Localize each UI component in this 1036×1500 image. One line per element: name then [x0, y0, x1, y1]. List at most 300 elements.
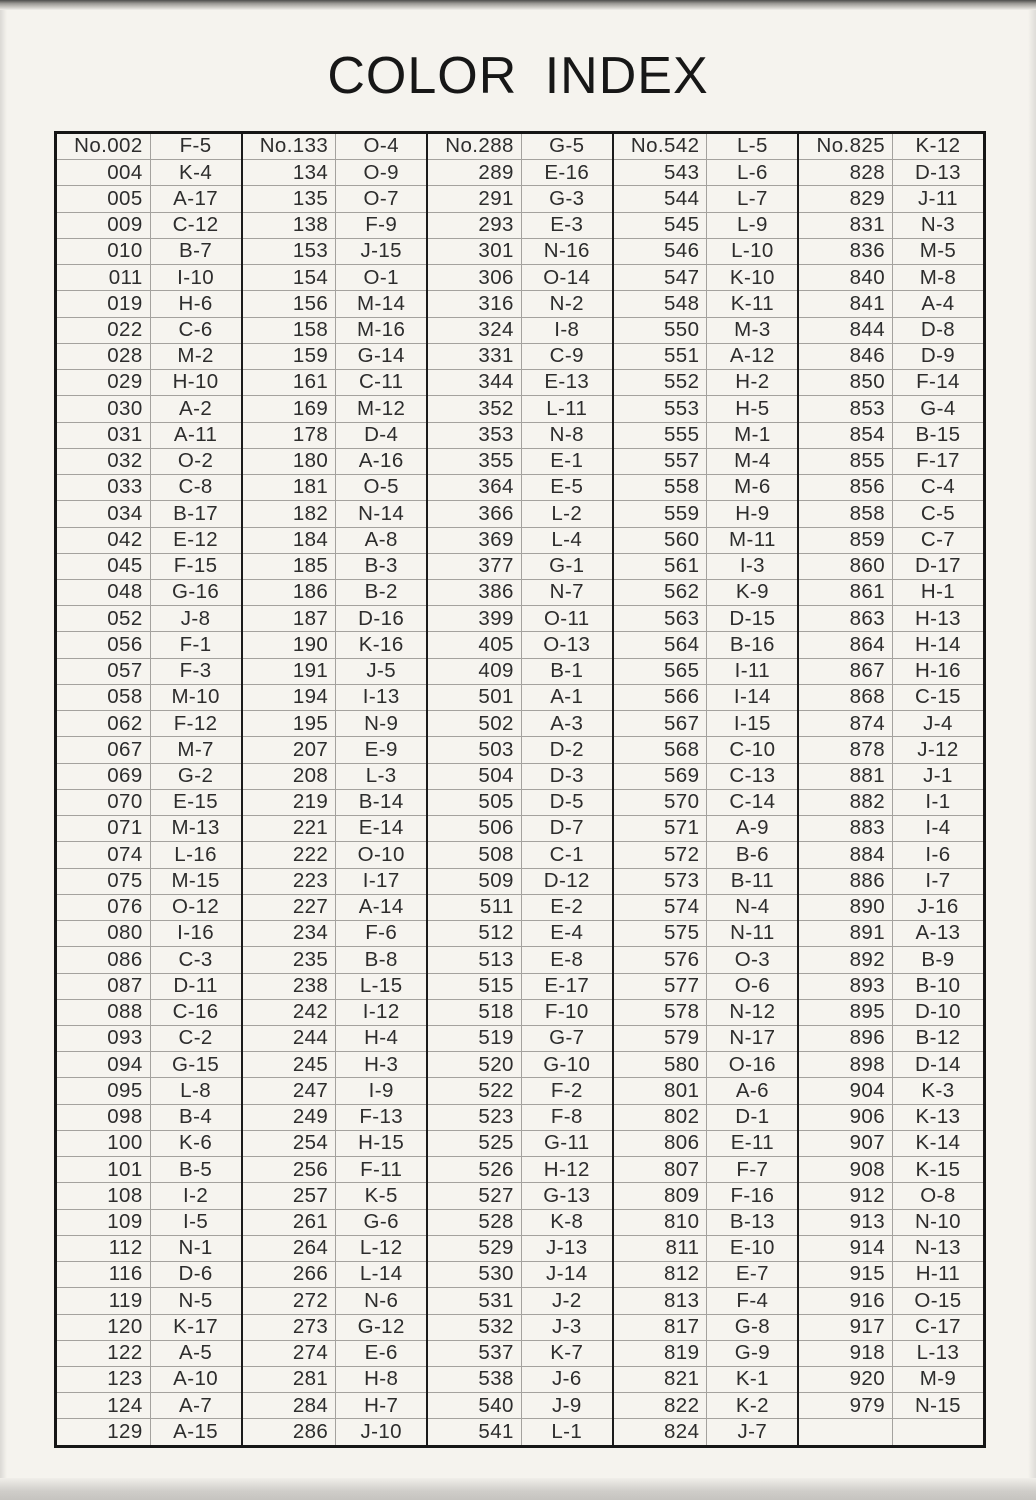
- color-code-cell: J-4: [923, 711, 953, 735]
- color-code-cell: K-10: [729, 265, 775, 289]
- color-code-cell: G-2: [177, 763, 214, 787]
- table-row: [428, 868, 612, 894]
- color-code-cell: N-5: [178, 1288, 213, 1312]
- table-row: [243, 789, 427, 815]
- color-code-cell: J-10: [360, 1419, 402, 1443]
- color-code-cell: K-5: [364, 1183, 398, 1207]
- table-row: [799, 1418, 983, 1444]
- table-row: [243, 1235, 427, 1261]
- color-code-cell: B-14: [358, 790, 404, 814]
- color-number-cell: 194: [243, 685, 337, 710]
- color-code-cell: C-4: [920, 475, 956, 499]
- color-number-cell: 080: [57, 921, 151, 946]
- color-number-cell: 844: [799, 318, 893, 343]
- color-number-cell: 029: [57, 370, 151, 395]
- color-number-cell: 511: [428, 895, 522, 920]
- color-code-cell: I-7: [925, 868, 951, 892]
- table-row: [428, 238, 612, 264]
- color-code-cell: E-8: [550, 947, 584, 971]
- table-row: [614, 579, 798, 605]
- color-number-cell: 234: [243, 921, 337, 946]
- table-row: [243, 920, 427, 946]
- color-number-cell: 286: [243, 1419, 337, 1444]
- color-code-cell: C-6: [178, 318, 213, 341]
- color-code-cell: H-15: [358, 1131, 405, 1155]
- color-code-cell: J-3: [551, 1314, 582, 1338]
- color-number-cell: 898: [799, 1052, 893, 1077]
- color-code-cell: O-10: [357, 842, 405, 866]
- color-code-cell: K-2: [735, 1393, 769, 1417]
- table-row: [428, 343, 612, 369]
- table-row: [243, 841, 427, 867]
- table-row: [428, 631, 612, 657]
- color-code-cell: B-13: [729, 1209, 775, 1233]
- color-number-cell: 185: [243, 554, 337, 579]
- color-code-cell: G-3: [549, 186, 585, 210]
- color-code-cell: J-8: [180, 606, 211, 630]
- color-code-cell: L-11: [546, 396, 588, 420]
- color-number-cell: 293: [428, 213, 522, 238]
- table-row: [243, 1340, 427, 1366]
- color-number-cell: 807: [614, 1157, 708, 1182]
- color-number-cell: 030: [57, 396, 151, 421]
- table-row: [799, 1051, 983, 1077]
- color-number-cell: No.133: [243, 134, 337, 159]
- table-row: [799, 395, 983, 421]
- table-row: [614, 1209, 798, 1235]
- color-code-cell: F-3: [179, 659, 212, 683]
- color-code-cell: L-8: [180, 1078, 212, 1102]
- color-code-cell: F-5: [179, 134, 212, 158]
- color-number-cell: 527: [428, 1183, 522, 1208]
- color-code-cell: I-3: [739, 554, 765, 578]
- color-code-cell: C-2: [178, 1026, 213, 1050]
- color-code-cell: A-4: [921, 291, 955, 315]
- color-number-cell: 405: [428, 632, 522, 657]
- color-number-cell: 530: [428, 1262, 522, 1287]
- table-row: [614, 1392, 798, 1418]
- color-number-cell: 557: [614, 449, 708, 474]
- color-code-cell: L-16: [174, 842, 217, 866]
- color-code-cell: N-15: [914, 1393, 961, 1417]
- color-number-cell: 058: [57, 685, 151, 710]
- color-code-cell: E-6: [364, 1341, 398, 1365]
- color-code-cell: G-11: [543, 1131, 590, 1155]
- color-number-cell: 135: [243, 186, 337, 211]
- color-number-cell: 896: [799, 1026, 893, 1051]
- color-number-cell: 088: [57, 1000, 151, 1025]
- color-number-cell: 508: [428, 842, 522, 867]
- table-row: [428, 579, 612, 605]
- color-code-cell: K-14: [915, 1131, 961, 1155]
- table-row: [799, 1366, 983, 1392]
- color-code-cell: L-1: [551, 1419, 583, 1443]
- table-row: [57, 710, 241, 736]
- color-code-cell: J-15: [360, 239, 402, 263]
- color-code-cell: M-13: [171, 816, 220, 840]
- color-code-cell: F-6: [365, 921, 398, 945]
- color-code-cell: K-13: [915, 1105, 961, 1129]
- table-row: [799, 868, 983, 894]
- color-number-cell: 377: [428, 554, 522, 579]
- table-row: [428, 1209, 612, 1235]
- color-code-cell: C-11: [358, 370, 404, 394]
- color-code-cell: N-17: [729, 1026, 776, 1050]
- table-row: [428, 1051, 612, 1077]
- table-row: [57, 631, 241, 657]
- color-code-cell: B-3: [364, 554, 398, 578]
- table-row: [614, 710, 798, 736]
- table-row: [243, 134, 427, 159]
- table-row: [428, 973, 612, 999]
- color-number-cell: 920: [799, 1367, 893, 1392]
- table-row: [799, 1025, 983, 1051]
- table-row: [57, 1392, 241, 1418]
- color-number-cell: 208: [243, 764, 337, 789]
- table-row: [243, 658, 427, 684]
- table-row: [428, 658, 612, 684]
- color-code-cell: B-2: [364, 580, 398, 604]
- color-code-cell: [893, 1419, 983, 1444]
- table-row: [799, 1209, 983, 1235]
- color-code-cell: O-16: [728, 1052, 776, 1076]
- table-row: [428, 1287, 612, 1313]
- table-row: [243, 1104, 427, 1130]
- color-number-cell: 908: [799, 1157, 893, 1182]
- table-row: [428, 1392, 612, 1418]
- table-row: [799, 763, 983, 789]
- color-code-cell: C-5: [920, 501, 956, 525]
- table-row: [243, 1314, 427, 1340]
- table-row: [614, 264, 798, 290]
- color-code-cell: D-14: [914, 1052, 961, 1076]
- table-row: [428, 212, 612, 238]
- color-number-cell: 352: [428, 396, 522, 421]
- table-row: [243, 1025, 427, 1051]
- color-code-cell: L-15: [359, 973, 403, 997]
- color-code-cell: I-14: [733, 685, 771, 709]
- color-code-cell: G-14: [357, 344, 405, 368]
- table-row: [243, 369, 427, 395]
- color-code-cell: H-14: [914, 632, 961, 656]
- color-code-cell: G-15: [172, 1052, 220, 1076]
- color-number-cell: 513: [428, 947, 522, 972]
- table-row: [614, 1130, 798, 1156]
- table-row: [57, 1156, 241, 1182]
- table-row: [799, 448, 983, 474]
- table-row: [614, 920, 798, 946]
- table-row: [614, 422, 798, 448]
- color-code-cell: F-2: [550, 1078, 583, 1102]
- color-number-cell: 538: [428, 1367, 522, 1392]
- color-number-cell: 812: [614, 1262, 708, 1287]
- color-number-cell: 504: [428, 764, 522, 789]
- color-number-cell: 568: [614, 737, 708, 762]
- color-number-cell: 515: [428, 974, 522, 999]
- color-number-cell: 074: [57, 842, 151, 867]
- color-code-cell: K-1: [735, 1367, 769, 1391]
- color-number-cell: 154: [243, 265, 337, 290]
- table-row: [614, 317, 798, 343]
- color-number-cell: 840: [799, 265, 893, 290]
- color-number-cell: 829: [799, 186, 893, 211]
- color-number-cell: 010: [57, 239, 151, 264]
- color-code-cell: A-16: [358, 449, 404, 473]
- color-number-cell: 355: [428, 449, 522, 474]
- color-code-cell: I-13: [362, 685, 400, 709]
- color-code-cell: E-5: [550, 475, 584, 499]
- color-number-cell: 344: [428, 370, 522, 395]
- color-number-cell: 242: [243, 1000, 337, 1025]
- color-code-cell: H-6: [178, 291, 213, 315]
- color-number-cell: 306: [428, 265, 522, 290]
- color-number-cell: 195: [243, 711, 337, 736]
- table-row: [243, 605, 427, 631]
- color-number-cell: 867: [799, 659, 893, 684]
- table-row: [799, 1287, 983, 1313]
- color-code-cell: N-2: [549, 291, 584, 315]
- table-row: [243, 1261, 427, 1287]
- table-row: [614, 736, 798, 762]
- color-number-cell: 547: [614, 265, 708, 290]
- table-row: [57, 920, 241, 946]
- color-code-cell: B-4: [179, 1105, 213, 1129]
- color-number-cell: 369: [428, 528, 522, 553]
- table-row: [614, 343, 798, 369]
- color-code-cell: O-2: [177, 449, 214, 473]
- table-row: [243, 1156, 427, 1182]
- color-number-cell: 109: [57, 1210, 151, 1235]
- table-row: [243, 631, 427, 657]
- color-number-cell: 884: [799, 842, 893, 867]
- color-number-cell: 811: [614, 1236, 708, 1261]
- color-code-cell: G-16: [172, 580, 220, 604]
- table-row: [614, 500, 798, 526]
- color-number-cell: 101: [57, 1157, 151, 1182]
- color-code-cell: A-9: [735, 816, 769, 840]
- color-number-cell: 576: [614, 947, 708, 972]
- color-code-cell: I-6: [925, 842, 951, 866]
- table-row: [614, 448, 798, 474]
- color-code-cell: A-6: [735, 1078, 769, 1102]
- color-number-cell: 032: [57, 449, 151, 474]
- table-row: [428, 841, 612, 867]
- table-row: [799, 1077, 983, 1103]
- color-number-cell: 850: [799, 370, 893, 395]
- color-code-cell: K-15: [915, 1157, 961, 1181]
- color-number-cell: 509: [428, 869, 522, 894]
- color-code-cell: K-16: [358, 632, 404, 656]
- table-row: [428, 815, 612, 841]
- color-code-cell: J-12: [917, 737, 959, 761]
- page-title: COLOR INDEX: [327, 47, 709, 105]
- color-number-cell: 386: [428, 580, 522, 605]
- color-number-cell: 169: [243, 396, 337, 421]
- color-number-cell: 281: [243, 1367, 337, 1392]
- table-row: [243, 264, 427, 290]
- table-row: [614, 527, 798, 553]
- table-row: [428, 710, 612, 736]
- color-code-cell: O-13: [543, 632, 591, 656]
- table-row: [799, 1130, 983, 1156]
- color-code-cell: D-3: [549, 763, 584, 787]
- color-code-cell: E-10: [729, 1236, 775, 1260]
- table-row: [243, 343, 427, 369]
- color-number-cell: 564: [614, 632, 708, 657]
- color-number-cell: 075: [57, 869, 151, 894]
- color-number-cell: 042: [57, 528, 151, 553]
- table-row: [57, 658, 241, 684]
- color-code-cell: O-5: [363, 475, 399, 499]
- table-row: [428, 1366, 612, 1392]
- color-number-cell: 855: [799, 449, 893, 474]
- color-code-cell: N-9: [364, 711, 399, 735]
- color-number-cell: 573: [614, 869, 708, 894]
- color-number-cell: 222: [243, 842, 337, 867]
- color-number-cell: 093: [57, 1026, 151, 1051]
- color-code-cell: B-6: [735, 842, 769, 866]
- table-row: [243, 159, 427, 185]
- table-row: [57, 999, 241, 1025]
- color-code-cell: I-9: [368, 1078, 394, 1102]
- color-number-cell: 540: [428, 1393, 522, 1418]
- color-code-cell: F-1: [179, 632, 212, 656]
- table-row: [428, 1156, 612, 1182]
- table-row: [243, 1182, 427, 1208]
- color-number-cell: 048: [57, 580, 151, 605]
- table-row: [614, 684, 798, 710]
- table-row: [243, 1209, 427, 1235]
- color-code-cell: G-1: [549, 554, 585, 578]
- color-code-cell: A-3: [550, 711, 584, 735]
- table-row: [428, 1104, 612, 1130]
- table-row: [614, 395, 798, 421]
- color-code-cell: G-13: [543, 1183, 591, 1207]
- table-row: [614, 134, 798, 159]
- table-row: [799, 973, 983, 999]
- table-row: [799, 134, 983, 159]
- color-number-cell: 567: [614, 711, 708, 736]
- color-code-cell: F-12: [173, 711, 218, 735]
- color-number-cell: 551: [614, 344, 708, 369]
- color-number-cell: 854: [799, 423, 893, 448]
- color-number-cell: 190: [243, 632, 337, 657]
- table-row: [799, 658, 983, 684]
- color-number-cell: 291: [428, 186, 522, 211]
- color-code-cell: E-12: [173, 527, 219, 551]
- table-row: [57, 1366, 241, 1392]
- color-code-cell: H-11: [915, 1262, 961, 1286]
- color-number-cell: 528: [428, 1210, 522, 1235]
- color-code-cell: L-4: [551, 527, 583, 551]
- table-row: [614, 1287, 798, 1313]
- table-row: [799, 579, 983, 605]
- table-row: [57, 159, 241, 185]
- color-number-cell: 159: [243, 344, 337, 369]
- table-row: [57, 474, 241, 500]
- color-number-cell: 045: [57, 554, 151, 579]
- color-code-cell: F-17: [916, 449, 960, 473]
- color-code-cell: M-8: [919, 265, 957, 289]
- table-row: [799, 815, 983, 841]
- table-row: [428, 422, 612, 448]
- color-code-cell: E-1: [550, 449, 584, 473]
- color-code-cell: B-15: [915, 422, 961, 446]
- color-code-cell: M-11: [728, 527, 776, 551]
- color-number-cell: 912: [799, 1183, 893, 1208]
- color-number-cell: 523: [428, 1105, 522, 1130]
- color-code-cell: N-6: [364, 1288, 399, 1312]
- color-code-cell: I-1: [925, 790, 951, 814]
- table-row: [57, 553, 241, 579]
- color-number-cell: 503: [428, 737, 522, 762]
- color-number-cell: 184: [243, 528, 337, 553]
- color-number-cell: 558: [614, 475, 708, 500]
- color-code-cell: H-12: [543, 1157, 590, 1181]
- table-row: [57, 1235, 241, 1261]
- table-row: [57, 527, 241, 553]
- color-number-cell: 831: [799, 213, 893, 238]
- table-row: [799, 527, 983, 553]
- color-number-cell: 019: [57, 291, 151, 316]
- table-row: [57, 1261, 241, 1287]
- color-code-cell: A-14: [358, 895, 404, 919]
- table-row: [428, 946, 612, 972]
- color-code-cell: O-1: [363, 265, 399, 289]
- color-number-cell: 108: [57, 1183, 151, 1208]
- table-row: [57, 736, 241, 762]
- color-number-cell: 917: [799, 1315, 893, 1340]
- table-row: [243, 1287, 427, 1313]
- color-number-cell: 056: [57, 632, 151, 657]
- color-number-cell: 824: [614, 1419, 708, 1444]
- color-number-cell: 182: [243, 501, 337, 526]
- table-row: [57, 1051, 241, 1077]
- color-code-cell: J-6: [551, 1367, 582, 1391]
- color-number-cell: 846: [799, 344, 893, 369]
- table-row: [57, 395, 241, 421]
- table-row: [57, 185, 241, 211]
- color-code-cell: E-14: [358, 816, 404, 840]
- color-number-cell: 895: [799, 1000, 893, 1025]
- color-number-cell: 529: [428, 1236, 522, 1261]
- color-number-cell: 537: [428, 1341, 522, 1366]
- table-row: [428, 1235, 612, 1261]
- table-row: [243, 290, 427, 316]
- table-row: [243, 422, 427, 448]
- color-code-cell: H-5: [735, 396, 770, 420]
- color-number-cell: 005: [57, 186, 151, 211]
- color-code-cell: A-5: [179, 1341, 213, 1365]
- color-code-cell: G-10: [543, 1052, 591, 1076]
- color-number-cell: 187: [243, 606, 337, 631]
- color-number-cell: 861: [799, 580, 893, 605]
- table-row: [428, 1025, 612, 1051]
- table-row: [799, 159, 983, 185]
- table-row: [614, 868, 798, 894]
- color-number-cell: 138: [243, 213, 337, 238]
- color-code-cell: C-1: [549, 842, 584, 866]
- table-row: [799, 710, 983, 736]
- color-number-cell: 891: [799, 921, 893, 946]
- color-number-cell: 913: [799, 1210, 893, 1235]
- table-row: [799, 343, 983, 369]
- table-row: [243, 1051, 427, 1077]
- color-number-cell: 272: [243, 1288, 337, 1313]
- color-number-cell: 559: [614, 501, 708, 526]
- color-number-cell: 878: [799, 737, 893, 762]
- color-number-cell: 112: [57, 1236, 151, 1261]
